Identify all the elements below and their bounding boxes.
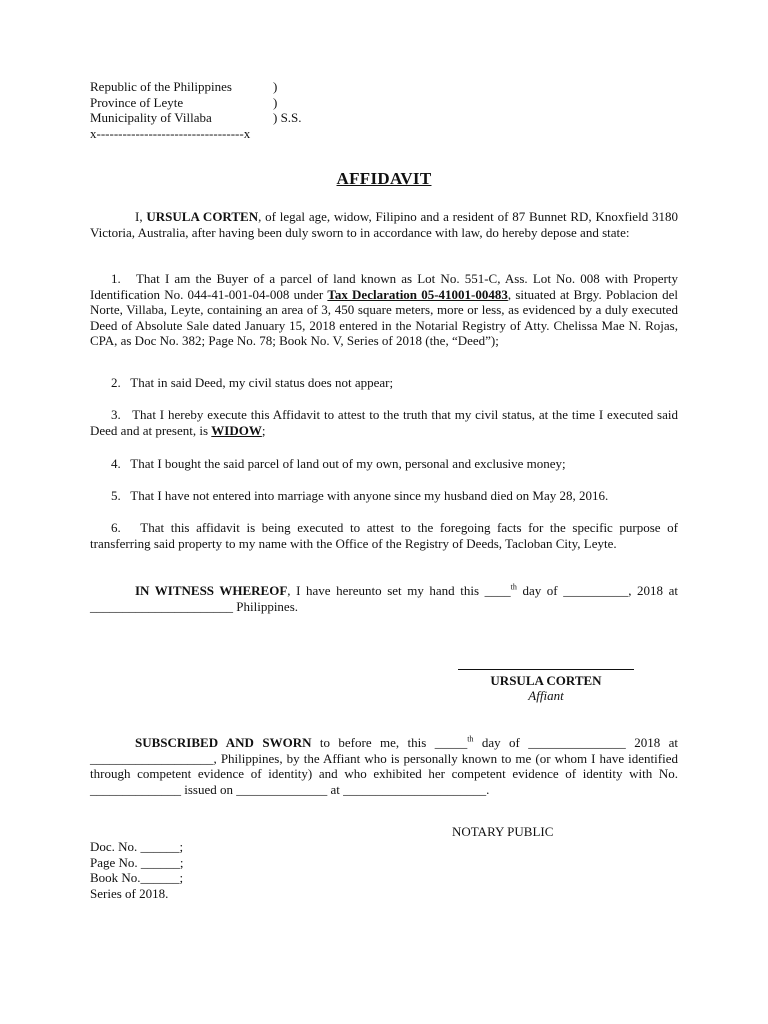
civil-status: WIDOW xyxy=(211,422,262,438)
venue-label: Municipality of Villaba xyxy=(90,110,212,125)
item-text: That I am the Buyer of a parcel of land known as Lot No. 551-C, Ass. Lot No. 008 with Property Identification No. 044-41-001-04-008 under xyxy=(90,271,678,302)
venue-line-municipality xyxy=(90,110,302,126)
witness-paragraph xyxy=(90,583,678,614)
item-number: 5. xyxy=(111,488,121,503)
venue-mark: ) xyxy=(273,79,278,94)
signature-name: URSULA CORTEN xyxy=(490,673,602,688)
item-1 xyxy=(90,271,678,349)
item-2 xyxy=(90,375,678,391)
series-year: Series of 2018. xyxy=(90,885,169,901)
ordinal-suffix: th xyxy=(467,734,474,744)
notarial-register xyxy=(90,839,184,901)
jurat-paragraph xyxy=(90,735,678,797)
item-number: 2. xyxy=(111,375,121,390)
venue-line-republic xyxy=(90,79,302,95)
ordinal-suffix: th xyxy=(510,582,517,592)
venue-block xyxy=(90,79,302,141)
signature-role: Affiant xyxy=(528,688,564,703)
document-title: AFFIDAVIT xyxy=(336,169,432,188)
venue-mark: ) xyxy=(273,94,278,110)
witness-text: , I have hereunto set my hand this ____ xyxy=(287,583,511,598)
item-text: ; xyxy=(261,422,266,438)
book-number: Book No.______; xyxy=(90,870,184,885)
item-number: 6. xyxy=(111,520,121,535)
signature-line xyxy=(458,669,634,670)
affiant-name: URSULA CORTEN xyxy=(146,209,259,224)
venue-mark: ) S.S. xyxy=(273,110,302,125)
intro-text: , of legal age, widow, Filipino and a resident of 87 Bunnet RD, Knoxfield 3180 Victoria, Australia, after having been duly sworn to in accordance with law, do hereby depose and state: xyxy=(90,209,678,240)
item-number: 3. xyxy=(111,407,121,422)
item-text: That I bought the said parcel of land out of my own, personal and exclusive money; xyxy=(130,456,566,471)
jurat-text: to before me, this _____ xyxy=(311,735,468,750)
notary-public-label: NOTARY PUBLIC xyxy=(452,824,554,839)
tax-declaration: Tax Declaration 05-41001-00483 xyxy=(327,286,508,302)
item-3 xyxy=(90,407,678,438)
jurat-text: day of _______________ 2018 at ___________________, Philippines, by the Affiant who is personally known to me (or whom I have identified through competent evidence of identity) and who exhibited her competent evidence of identity with No. ______________ issued on ______________ at ______________________. xyxy=(90,735,678,797)
intro-paragraph xyxy=(90,209,678,240)
item-text: That I hereby execute this Affidavit to attest to the truth that my civil status, at the time I executed said Deed and at present, is xyxy=(90,407,679,438)
doc-number: Doc. No. ______; xyxy=(90,839,184,854)
item-number: 4. xyxy=(111,456,121,471)
venue-label: Province of Leyte xyxy=(90,94,184,110)
venue-line-province xyxy=(90,95,302,111)
item-number: 1. xyxy=(111,271,121,286)
venue-separator: x----------------------------------x xyxy=(90,125,251,141)
item-text: That this affidavit is being executed to attest to the foregoing facts for the specific purpose of transferring said property to my name with the Office of the Registry of Deeds, Tacloban City, Leyte. xyxy=(90,520,679,551)
item-4 xyxy=(90,456,678,472)
intro-lead: I, xyxy=(135,209,147,224)
witness-text: day of __________, 2018 at ______________________ Philippines. xyxy=(90,583,678,614)
witness-lead: IN WITNESS WHEREOF xyxy=(135,583,288,598)
item-5 xyxy=(90,488,678,504)
page-number: Page No. ______; xyxy=(90,854,184,870)
item-text: , situated at Brgy. Poblacion del Norte, Villaba, Leyte, containing an area of 3, 450 square meters, more or less, as evidenced by a duly executed Deed of Absolute Sale dated January 15, 2018 entered in the Notarial Registry of Atty. Chelissa Mae N. Rojas, CPA, as Doc No. 382; Page No. 78; Book No. V, Series of 2018 (the, “Deed”); xyxy=(90,286,678,348)
item-text: That in said Deed, my civil status does not appear; xyxy=(130,375,394,390)
item-text: That I have not entered into marriage with anyone since my husband died on May 28, 2016. xyxy=(130,488,609,503)
item-6 xyxy=(90,520,678,551)
venue-label: Republic of the Philippines xyxy=(90,79,232,94)
jurat-lead: SUBSCRIBED AND SWORN xyxy=(135,735,312,750)
